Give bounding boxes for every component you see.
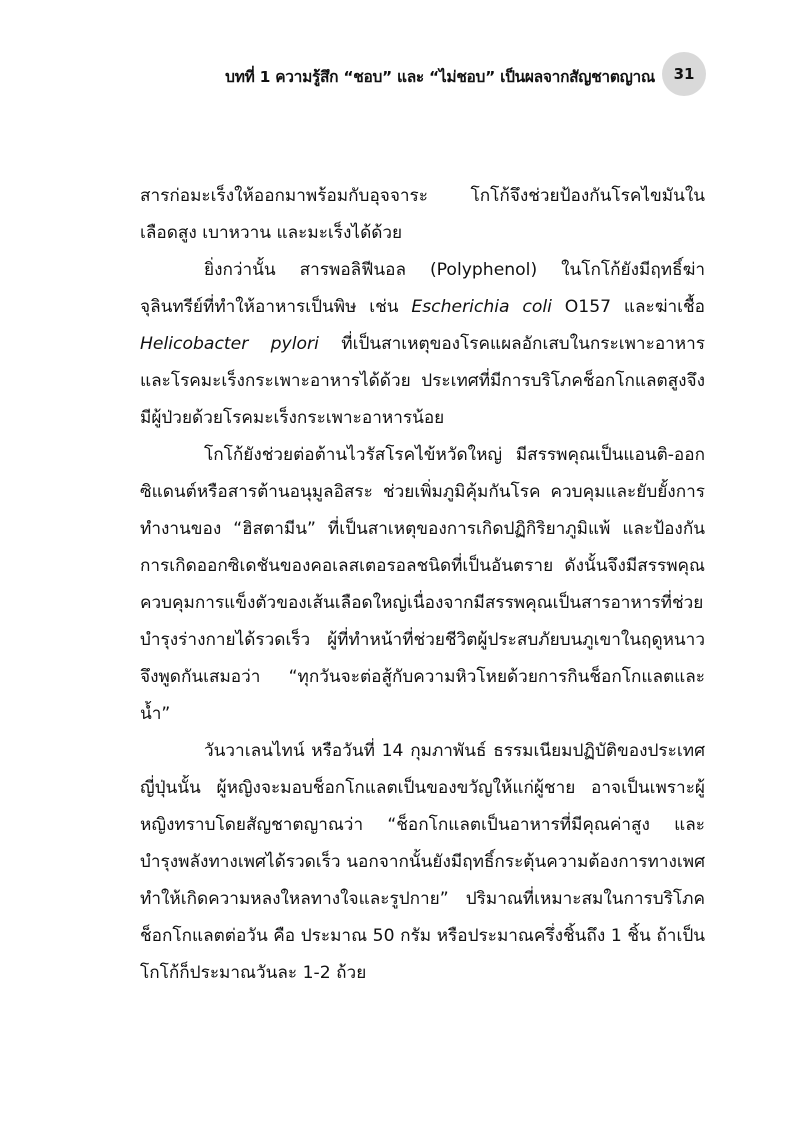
paragraph-2-text-b: O157 และฆ่าเชื้อ [551, 297, 705, 317]
paragraph-2-text-c: ที่เป็นสาเหตุของโรคแผลอักเสบในกระเพาะอาหาร และโรคมะเร็งกระเพาะอาหารได้ด้วย ประเทศที่มีการบริโภคช็อกโกแลตสูงจึงมีผู้ป่วยด้วยโรคมะเร็งกระเพาะอาหารน้อย [140, 334, 706, 428]
paragraph-2-text-a: ยิ่งกว่านั้น สารพอลิฟีนอล (Polyphenol) ในโกโก้ยังมีฤทธิ์ฆ่าจุลินทรีย์ที่ทำให้อาหารเป็นพิษ เช่น [140, 260, 705, 317]
page-number: 31 [673, 65, 695, 83]
paragraph-3: โกโก้ยังช่วยต่อต้านไวรัสโรคไข้หวัดใหญ่ มีสรรพคุณเป็นแอนติ-ออกซิแดนต์หรือสารต้านอนุมูลอิสระ ช่วยเพิ่มภูมิคุ้มกันโรค ควบคุมและยับยั้งการทำงานของ “ฮิสตามีน” ที่เป็นสาเหตุของการเกิดปฏิกิริยาภูมิแพ้ และป้องกันการเกิดออกซิเดชันของคอเลสเตอรอลชนิดที่เป็นอันตราย ดังนั้นจึงมีสรรพคุณควบคุมการแข็งตัวของเส้นเลือดใหญ่เนื่องจากมีสรรพคุณเป็นสารอาหารที่ช่วยบำรุงร่างกายได้รวดเร็ว ผู้ที่ทำหน้าที่ช่วยชีวิตผู้ประสบภัยบนภูเขาในฤดูหนาวจึงพูดกันเสมอว่า “ทุกวันจะต่อสู้กับความหิวโหยด้วยการกินช็อกโกแลตและน้ำ” [140, 445, 705, 724]
body-text [140, 178, 705, 992]
running-header: บทที่ 1 ความรู้สึก “ชอบ” และ “ไม่ชอบ” เป็นผลจากสัญชาตญาณ [225, 68, 655, 86]
scientific-name-hpylori: Helicobacter pylori [140, 334, 319, 354]
page-number-badge [662, 52, 706, 96]
paragraph-2 [140, 252, 705, 437]
paragraph-4: วันวาเลนไทน์ หรือวันที่ 14 กุมภาพันธ์ ธรรมเนียมปฏิบัติของประเทศญี่ปุ่นนั้น ผู้หญิงจะมอบช็อกโกแลตเป็นของขวัญให้แก่ผู้ชาย อาจเป็นเพราะผู้หญิงทราบโดยสัญชาตญาณว่า “ช็อกโกแลตเป็นอาหารที่มีคุณค่าสูง และบำรุงพลังทางเพศได้รวดเร็ว นอกจากนั้นยังมีฤทธิ์กระตุ้นความต้องการทางเพศ ทำให้เกิดความหลงใหลทางใจและรูปกาย” ปริมาณที่เหมาะสมในการบริโภคช็อกโกแลตต่อวัน คือ ประมาณ 50 กรัม หรือประมาณครึ่งชิ้นถึง 1 ชิ้น ถ้าเป็นโกโก้ก็ประมาณวันละ 1-2 ถ้วย [140, 741, 705, 983]
paragraph-1: สารก่อมะเร็งให้ออกมาพร้อมกับอุจจาระ โกโก้จึงช่วยป้องกันโรคไขมันในเลือดสูง เบาหวาน และมะเร็งได้ด้วย [140, 186, 705, 243]
scientific-name-ecoli: Escherichia coli [411, 297, 552, 317]
